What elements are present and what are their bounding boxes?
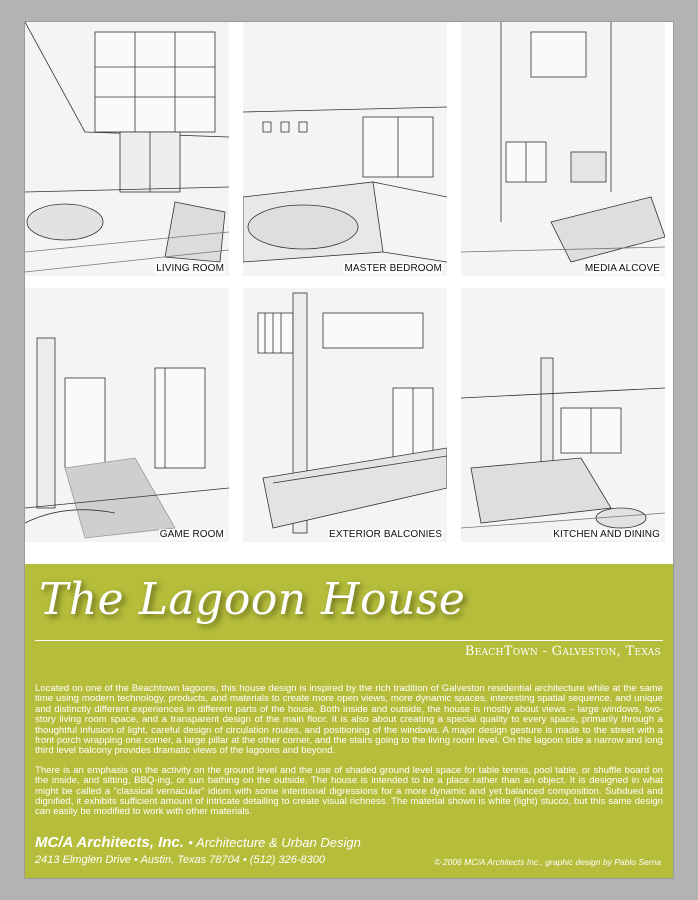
project-description [35, 684, 663, 827]
view-caption: KITCHEN AND DINING [553, 529, 660, 540]
title-divider [35, 640, 663, 641]
project-location: BeachTown - Galveston, Texas [464, 644, 661, 659]
master-bedroom-sketch [243, 22, 447, 276]
view-caption: MEDIA ALCOVE [584, 263, 660, 274]
copyright-credit: © 2006 MC/A Architects Inc., graphic design by Pablo Serna [434, 857, 661, 867]
game-room-sketch [25, 288, 229, 542]
firm-tagline: • Architecture & Urban Design [188, 835, 361, 850]
firm-address: 2413 Elmglen Drive • Austin, Texas 78704 • (512) 326-8300 [35, 854, 326, 866]
exterior-balconies-sketch [243, 288, 447, 542]
view-caption: MASTER BEDROOM [344, 263, 442, 274]
firm-name: MC/A Architects, Inc. [35, 834, 184, 851]
view-caption: GAME ROOM [159, 529, 224, 540]
description-paragraph: There is an emphasis on the activity on the ground level and the use of shaded ground level space for table tennis, pool table, or shuffle board on the inside, and sitting, BBQ-ing, or sun bathing on the outside. The house is intended to be a place rather than an object. It is designed in what might be called a “classical vernacular” idiom with some intentional digressions for a more dynamic and yet balanced composition. Subdued and dignified, it exhibits sufficient amount of intricate detailing to create visual richness. The material shown is white (light) stucco, but this same design can easily be modified to work with other materials. [35, 764, 663, 818]
view-caption: LIVING ROOM [156, 263, 224, 274]
description-panel [25, 564, 673, 878]
poster-sheet [25, 22, 673, 878]
description-paragraph: Located on one of the Beachtown lagoons, this house design is inspired by the rich tradition of Galveston residential architecture while at the same time using modern technology, products, and materials to create more open views, more dynamic spaces, interesting spatial sequence, and unique and distinctly different experiences in different parts of the house. Both inside and outside, the house is mostly about views – large windows, two-story living room space, and a transparent design of the main floor. It is also about creating a special quality to every space, primarily through a thoughtful infusion of light, careful design of circulation routes, and positioning of the windows. A major design gesture is made to the street with a front porch wrapping one corner, a large pillar at the other corner, and the stairs going to the living room level. On the lagoon side a narrow and long third level balcony provides dramatic views of the lagoons and beyond. [35, 683, 663, 757]
kitchen-and-dining-sketch [461, 288, 665, 542]
firm-line [35, 834, 361, 852]
media-alcove-sketch [461, 22, 665, 276]
living-room-sketch [25, 22, 229, 276]
project-title: The Lagoon House [39, 574, 466, 625]
view-caption: EXTERIOR BALCONIES [329, 529, 442, 540]
